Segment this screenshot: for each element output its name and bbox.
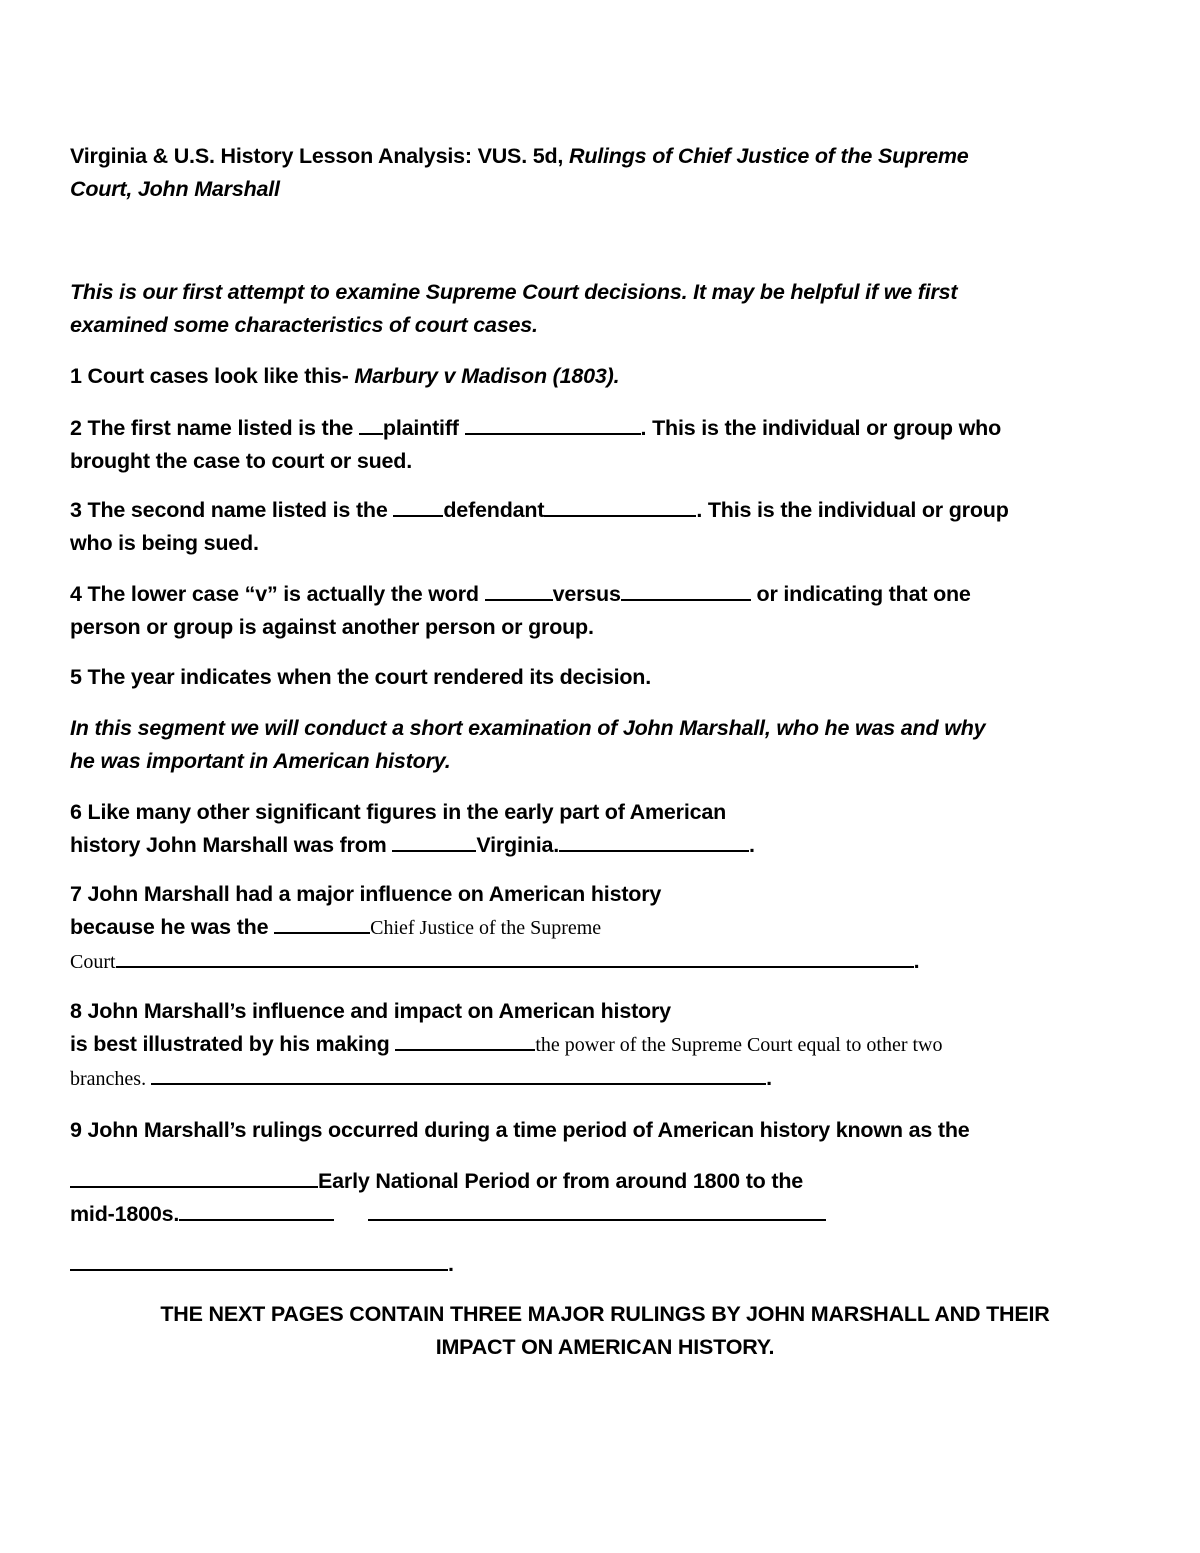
q8-line1: 8 John Marshall’s influence and impact on American history	[70, 999, 671, 1023]
question-6	[70, 796, 1130, 862]
intro2-line1: In this segment we will conduct a short examination of John Marshall, who he was and why	[70, 716, 986, 740]
question-9	[70, 1114, 1130, 1147]
q3-prompt: 3 The second name listed is the	[70, 498, 394, 522]
q2-prompt-end: . This is the individual or group who	[640, 416, 1002, 440]
q7-answer-line2: Court	[70, 951, 116, 973]
answer-blank	[559, 830, 749, 852]
answer-blank	[179, 1199, 334, 1221]
answer-blank	[70, 1249, 448, 1271]
next-pages-notice	[60, 1298, 1150, 1364]
q7-answer-line1: Chief Justice of the Supreme	[370, 917, 602, 939]
question-1	[70, 360, 1130, 393]
q7-line1: 7 John Marshall had a major influence on American history	[70, 882, 662, 906]
answer-blank	[465, 413, 641, 435]
answer-blank	[116, 946, 914, 968]
q8-answer-line2: branches.	[70, 1068, 152, 1090]
q1-text: 1 Court cases look like this-	[70, 364, 349, 388]
q7-prompt: because he was the	[70, 915, 275, 939]
question-9-end	[70, 1248, 1130, 1281]
q2-prompt: 2 The first name listed is the	[70, 416, 359, 440]
q4-answer: versus	[552, 582, 621, 606]
title-italic: Rulings of Chief Justice of the Supreme	[569, 144, 969, 168]
intro1-line2: examined some characteristics of court cases.	[70, 313, 538, 337]
q1-case-name: Marbury v Madison (1803).	[354, 364, 620, 388]
q8-prompt-end: .	[766, 1066, 772, 1090]
question-7	[70, 878, 1130, 979]
q4-prompt-end: or indicating that one	[750, 582, 971, 606]
q9-line1: 9 John Marshall’s rulings occurred during a time period of American history known as the	[70, 1118, 970, 1142]
answer-blank	[395, 1029, 535, 1051]
question-2	[70, 412, 1130, 478]
answer-blank	[359, 413, 383, 435]
intro1-line1: This is our first attempt to examine Supreme Court decisions. It may be helpful if we first	[70, 280, 958, 304]
answer-blank	[485, 579, 553, 601]
q3-answer: defendant	[443, 498, 545, 522]
answer-blank	[70, 1166, 318, 1188]
q3-prompt-end: . This is the individual or group	[696, 498, 1009, 522]
intro2-line2: he was important in American history.	[70, 749, 451, 773]
answer-blank	[393, 495, 443, 517]
q9-answer-line2: mid-1800s.	[70, 1202, 180, 1226]
question-9-answer	[70, 1165, 1130, 1231]
question-3	[70, 494, 1130, 560]
answer-blank	[368, 1199, 826, 1221]
question-8	[70, 995, 1130, 1096]
intro-paragraph-1	[70, 276, 1130, 342]
worksheet-title	[70, 140, 1130, 206]
title-plain: Virginia & U.S. History Lesson Analysis: VUS. 5d,	[70, 144, 564, 168]
question-5	[70, 661, 1130, 694]
notice-line1: THE NEXT PAGES CONTAIN THREE MAJOR RULINGS BY JOHN MARSHALL AND THEIR	[160, 1302, 1050, 1326]
q6-line1: 6 Like many other significant figures in the early part of American	[70, 800, 727, 824]
notice-line2: IMPACT ON AMERICAN HISTORY.	[435, 1335, 775, 1359]
answer-blank	[151, 1063, 766, 1085]
intro-paragraph-2	[70, 712, 1130, 778]
title-italic-line2: Court, John Marshall	[70, 177, 280, 201]
q4-line2: person or group is against another person or group.	[70, 615, 594, 639]
q2-answer: plaintiff	[382, 416, 459, 440]
q5-text: 5 The year indicates when the court rendered its decision.	[70, 665, 652, 689]
q6-answer: Virginia.	[476, 833, 559, 857]
q3-line2: who is being sued.	[70, 531, 259, 555]
answer-blank	[274, 912, 370, 934]
answer-blank	[544, 495, 696, 517]
q4-prompt: 4 The lower case “v” is actually the word	[70, 582, 485, 606]
q9-prompt-end: .	[448, 1252, 454, 1276]
q9-answer-line1: Early National Period or from around 1800 to the	[318, 1169, 804, 1193]
q6-prompt-end: .	[749, 833, 755, 857]
q8-prompt: is best illustrated by his making	[70, 1032, 396, 1056]
q7-prompt-end: .	[913, 949, 920, 973]
answer-blank	[621, 579, 751, 601]
question-4	[70, 578, 1130, 644]
q6-prompt: history John Marshall was from	[70, 833, 393, 857]
q8-answer-line1: the power of the Supreme Court equal to other two	[535, 1034, 943, 1056]
q2-line2: brought the case to court or sued.	[70, 449, 413, 473]
answer-blank	[392, 830, 476, 852]
